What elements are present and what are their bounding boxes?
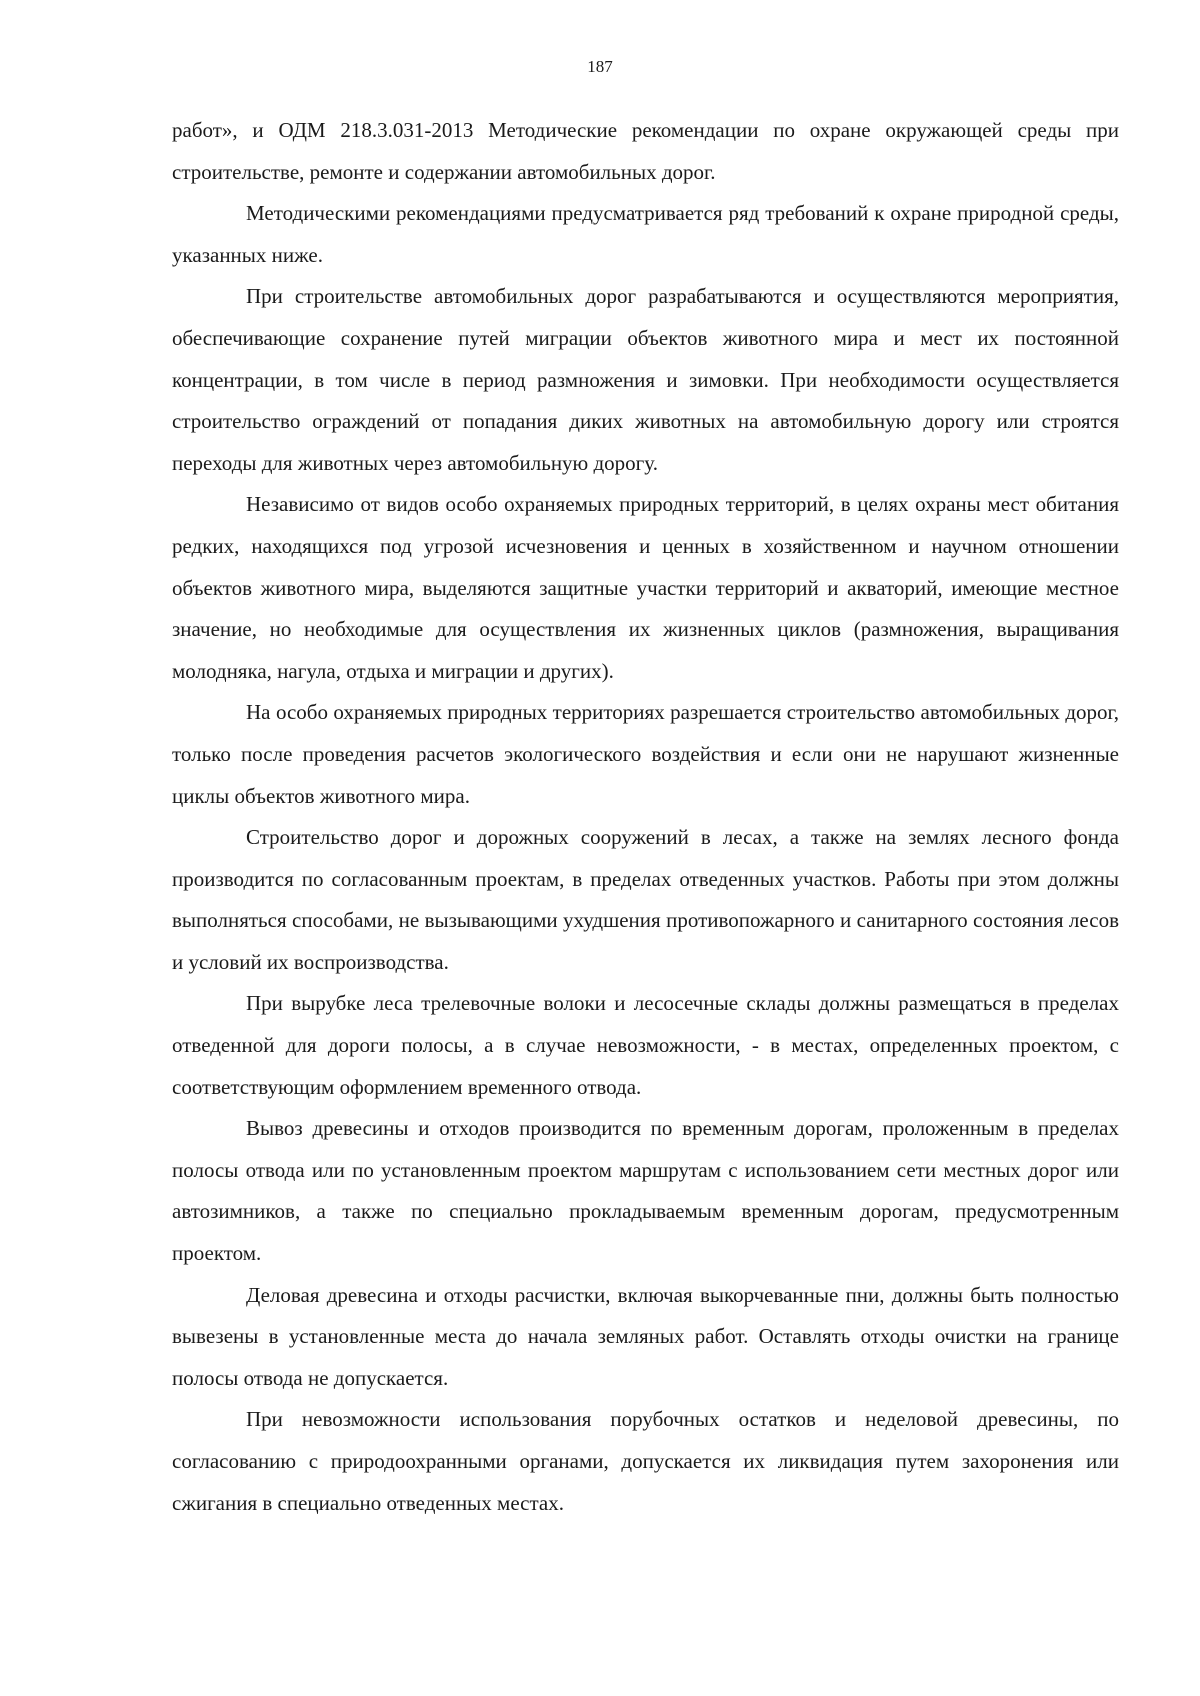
paragraph: При вырубке леса трелевочные волоки и лесосечные склады должны размещаться в пределах отведенной для дороги полосы, а в случае невозможности, - в местах, определенных проектом, с соответствующим оформлением временного отвода.	[172, 991, 1119, 1099]
paragraph: Методическими рекомендациями предусматривается ряд требований к охране природной среды, указанных ниже.	[172, 201, 1119, 267]
page-number: 187	[587, 57, 613, 76]
paragraph: Деловая древесина и отходы расчистки, включая выкорчеванные пни, должны быть полностью вывезены в установленные места до начала земляных работ. Оставлять отходы очистки на границе полосы отвода не допускается.	[172, 1282, 1119, 1390]
paragraph: При строительстве автомобильных дорог разрабатываются и осуществляются мероприятия, обеспечивающие сохранение путей миграции объектов животного мира и мест их постоянной концентрации, в том числе в период размножения и зимовки. При необходимости осуществляется строительство ограждений от попадания диких животных на автомобильную дорогу или строятся переходы для животных через автомобильную дорогу.	[172, 284, 1119, 475]
paragraph: На особо охраняемых природных территориях разрешается строительство автомобильных дорог, только после проведения расчетов экологического воздействия и если они не нарушают жизненные циклы объектов животного мира.	[172, 700, 1119, 808]
paragraph: Независимо от видов особо охраняемых природных территорий, в целях охраны мест обитания редких, находящихся под угрозой исчезновения и ценных в хозяйственном и научном отношении объектов животного мира, выделяются защитные участки территорий и акваторий, имеющие местное значение, но необходимые для осуществления их жизненных циклов (размножения, выращивания молодняка, нагула, отдыха и миграции и других).	[172, 492, 1119, 683]
paragraph: Строительство дорог и дорожных сооружений в лесах, а также на землях лесного фонда производится по согласованным проектам, в пределах отведенных участков. Работы при этом должны выполняться способами, не вызывающими ухудшения противопожарного и санитарного состояния лесов и условий их воспроизводства.	[172, 825, 1119, 974]
paragraph: Вывоз древесины и отходов производится по временным дорогам, проложенным в пределах полосы отвода или по установленным проектом маршрутам с использованием сети местных дорог или автозимников, а также по специально прокладываемым временным дорогам, предусмотренным проектом.	[172, 1116, 1119, 1266]
paragraph: При невозможности использования порубочных остатков и неделовой древесины, по согласованию с природоохранными органами, допускается их ликвидация путем захоронения или сжигания в специально отведенных местах.	[172, 1407, 1119, 1515]
paragraph: работ», и ОДМ 218.3.031-2013 Методические рекомендации по охране окружающей среды при строительстве, ремонте и содержании автомобильных дорог.	[172, 118, 1119, 184]
body-text	[172, 110, 1119, 1524]
